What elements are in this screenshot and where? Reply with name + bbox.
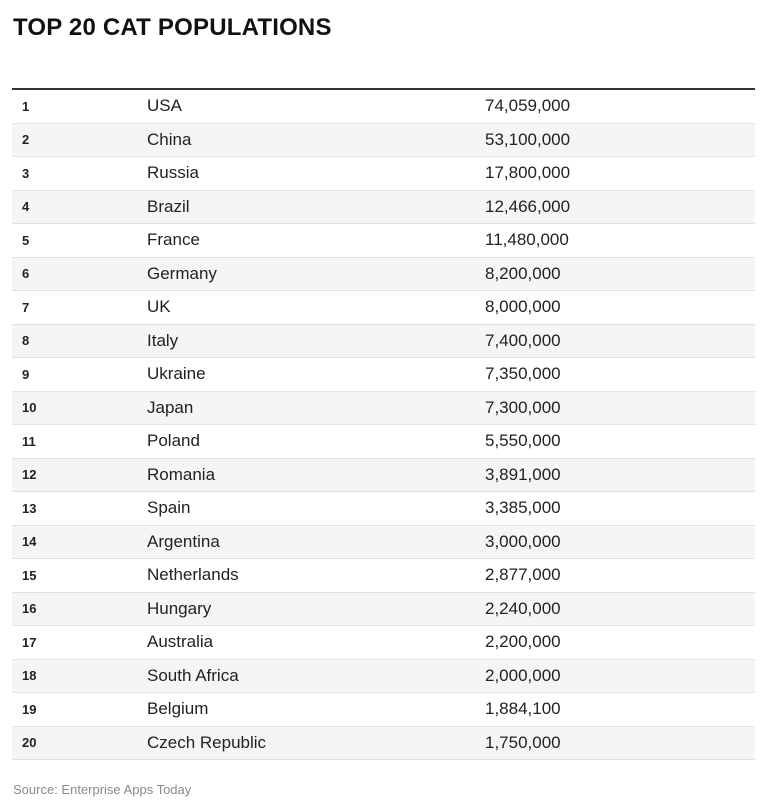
country-cell: Belgium	[147, 693, 485, 727]
rank-cell: 5	[12, 224, 147, 258]
rank-cell: 13	[12, 492, 147, 526]
table-row	[12, 726, 755, 760]
table-body	[12, 90, 755, 760]
population-cell: 17,800,000	[485, 157, 755, 191]
country-cell: Poland	[147, 425, 485, 459]
country-cell: Japan	[147, 391, 485, 425]
rank-cell: 9	[12, 358, 147, 392]
population-cell: 7,350,000	[485, 358, 755, 392]
table-row	[12, 559, 755, 593]
country-cell: South Africa	[147, 659, 485, 693]
population-cell: 53,100,000	[485, 123, 755, 157]
population-cell: 2,240,000	[485, 592, 755, 626]
rank-cell: 4	[12, 190, 147, 224]
rank-cell: 2	[12, 123, 147, 157]
table-row	[12, 190, 755, 224]
country-cell: Czech Republic	[147, 726, 485, 760]
population-cell: 2,877,000	[485, 559, 755, 593]
rank-cell: 7	[12, 291, 147, 325]
country-cell: Argentina	[147, 525, 485, 559]
data-table	[12, 88, 755, 760]
table-row	[12, 291, 755, 325]
table-row	[12, 693, 755, 727]
source-note: Source: Enterprise Apps Today	[13, 782, 192, 797]
table-row	[12, 492, 755, 526]
rank-cell: 10	[12, 391, 147, 425]
country-cell: Ukraine	[147, 358, 485, 392]
rank-cell: 8	[12, 324, 147, 358]
population-cell: 7,400,000	[485, 324, 755, 358]
country-cell: China	[147, 123, 485, 157]
rank-cell: 15	[12, 559, 147, 593]
table-row	[12, 224, 755, 258]
country-cell: Romania	[147, 458, 485, 492]
population-cell: 3,000,000	[485, 525, 755, 559]
country-cell: Spain	[147, 492, 485, 526]
table-row	[12, 425, 755, 459]
table-row	[12, 391, 755, 425]
population-cell: 11,480,000	[485, 224, 755, 258]
table-row	[12, 324, 755, 358]
population-cell: 1,750,000	[485, 726, 755, 760]
population-cell: 5,550,000	[485, 425, 755, 459]
country-cell: Netherlands	[147, 559, 485, 593]
population-cell: 3,891,000	[485, 458, 755, 492]
rank-cell: 14	[12, 525, 147, 559]
population-cell: 3,385,000	[485, 492, 755, 526]
country-cell: Australia	[147, 626, 485, 660]
table-row	[12, 257, 755, 291]
country-cell: Hungary	[147, 592, 485, 626]
rank-cell: 1	[12, 90, 147, 123]
rank-cell: 3	[12, 157, 147, 191]
rank-cell: 6	[12, 257, 147, 291]
table-row	[12, 90, 755, 123]
table-row	[12, 123, 755, 157]
chart-title: TOP 20 CAT POPULATIONS	[13, 14, 332, 41]
population-cell: 2,000,000	[485, 659, 755, 693]
table-row	[12, 592, 755, 626]
table-row	[12, 157, 755, 191]
country-cell: UK	[147, 291, 485, 325]
rank-cell: 17	[12, 626, 147, 660]
rank-cell: 20	[12, 726, 147, 760]
table-row	[12, 458, 755, 492]
country-cell: USA	[147, 90, 485, 123]
population-cell: 2,200,000	[485, 626, 755, 660]
country-cell: France	[147, 224, 485, 258]
rank-cell: 16	[12, 592, 147, 626]
table-row	[12, 659, 755, 693]
country-cell: Italy	[147, 324, 485, 358]
population-cell: 8,000,000	[485, 291, 755, 325]
population-cell: 74,059,000	[485, 90, 755, 123]
population-cell: 12,466,000	[485, 190, 755, 224]
country-cell: Germany	[147, 257, 485, 291]
country-cell: Russia	[147, 157, 485, 191]
table-row	[12, 358, 755, 392]
rank-cell: 11	[12, 425, 147, 459]
population-cell: 7,300,000	[485, 391, 755, 425]
rank-cell: 18	[12, 659, 147, 693]
table-row	[12, 525, 755, 559]
population-cell: 8,200,000	[485, 257, 755, 291]
population-cell: 1,884,100	[485, 693, 755, 727]
rank-cell: 19	[12, 693, 147, 727]
country-cell: Brazil	[147, 190, 485, 224]
rank-cell: 12	[12, 458, 147, 492]
table-row	[12, 626, 755, 660]
